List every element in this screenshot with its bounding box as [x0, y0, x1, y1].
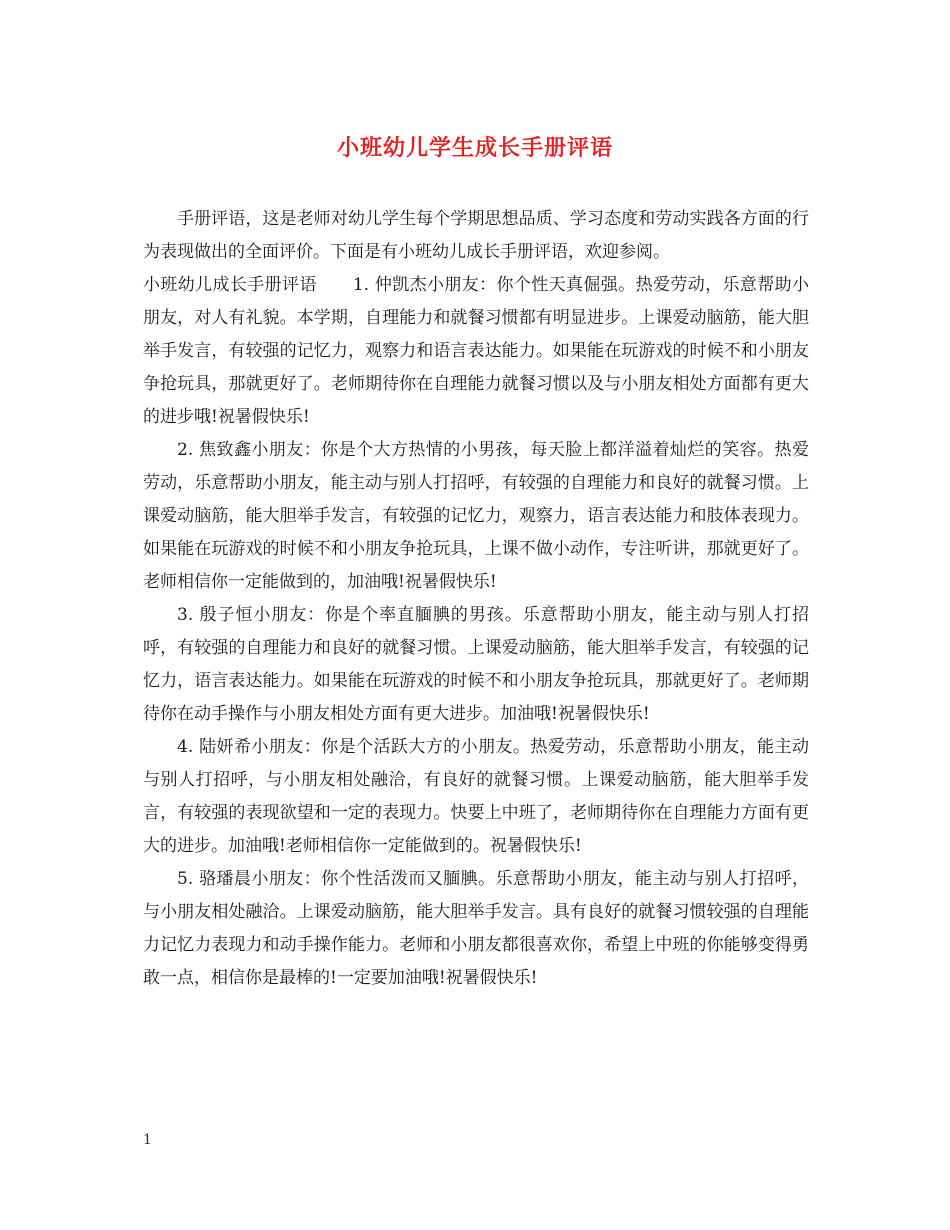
page-number: 1	[143, 1132, 152, 1148]
paragraph-2: 2. 焦致鑫小朋友：你是个大方热情的小男孩，每天脸上都洋溢着灿烂的笑容。热爱劳动，乐意帮助小朋友，能主动与别人打招呼，有较强的自理能力和良好的就餐习惯。上课爱动脑筋，能大胆举手发言，有较强的记忆力，观察力，语言表达能力和肢体表现力。如果能在玩游戏的时候不和小朋友争抢玩具，上课不做小动作，专注听讲，那就更好了。老师相信你一定能做到的，加油哦!祝暑假快乐!	[143, 440, 809, 592]
paragraph-1-text: 1. 仲凯杰小朋友：你个性天真倔强。热爱劳动，乐意帮助小朋友，对人有礼貌。本学期，自理能力和就餐习惯都有明显进步。上课爱动脑筋，能大胆举手发言，有较强的记忆力，观察力和语言表达能力。如果能在玩游戏的时候不和小朋友争抢玩具，那就更好了。老师期待你在自理能力就餐习惯以及与小朋友相处方面都有更大的进步哦!祝暑假快乐!	[143, 275, 810, 427]
paragraph-4: 4. 陆妍希小朋友：你是个活跃大方的小朋友。热爱劳动，乐意帮助小朋友，能主动与别人打招呼，与小朋友相处融洽，有良好的就餐习惯。上课爱动脑筋，能大胆举手发言，有较强的表现欲望和一定的表现力。快要上中班了，老师期待你在自理能力方面有更大的进步。加油哦!老师相信你一定能做到的。祝暑假快乐!	[143, 737, 809, 856]
document-body	[143, 203, 809, 995]
paragraph-5: 5. 骆璠晨小朋友：你个性活泼而又腼腆。乐意帮助小朋友，能主动与别人打招呼，与小朋友相处融洽。上课爱动脑筋，能大胆举手发言。具有良好的就餐习惯较强的自理能力记忆力表现力和动手操作能力。老师和小朋友都很喜欢你，希望上中班的你能够变得勇敢一点，相信你是最棒的!一定要加油哦!祝暑假快乐!	[143, 869, 809, 988]
paragraph-1	[143, 269, 809, 434]
page-title: 小班幼儿学生成长手册评语	[336, 135, 613, 161]
intro-paragraph: 手册评语，这是老师对幼儿学生每个学期思想品质、学习态度和劳动实践各方面的行为表现做出的全面评价。下面是有小班幼儿成长手册评语，欢迎参阅。	[143, 209, 809, 262]
paragraph-3: 3. 殷子恒小朋友：你是个率直腼腆的男孩。乐意帮助小朋友，能主动与别人打招呼，有较强的自理能力和良好的就餐习惯。上课爱动脑筋，能大胆举手发言，有较强的记忆力，语言表达能力。如果能在玩游戏的时候不和小朋友争抢玩具，那就更好了。老师期待你在动手操作与小朋友相处方面有更大进步。加油哦!祝暑假快乐!	[143, 605, 809, 724]
section-label: 小班幼儿成长手册评语	[143, 275, 317, 295]
